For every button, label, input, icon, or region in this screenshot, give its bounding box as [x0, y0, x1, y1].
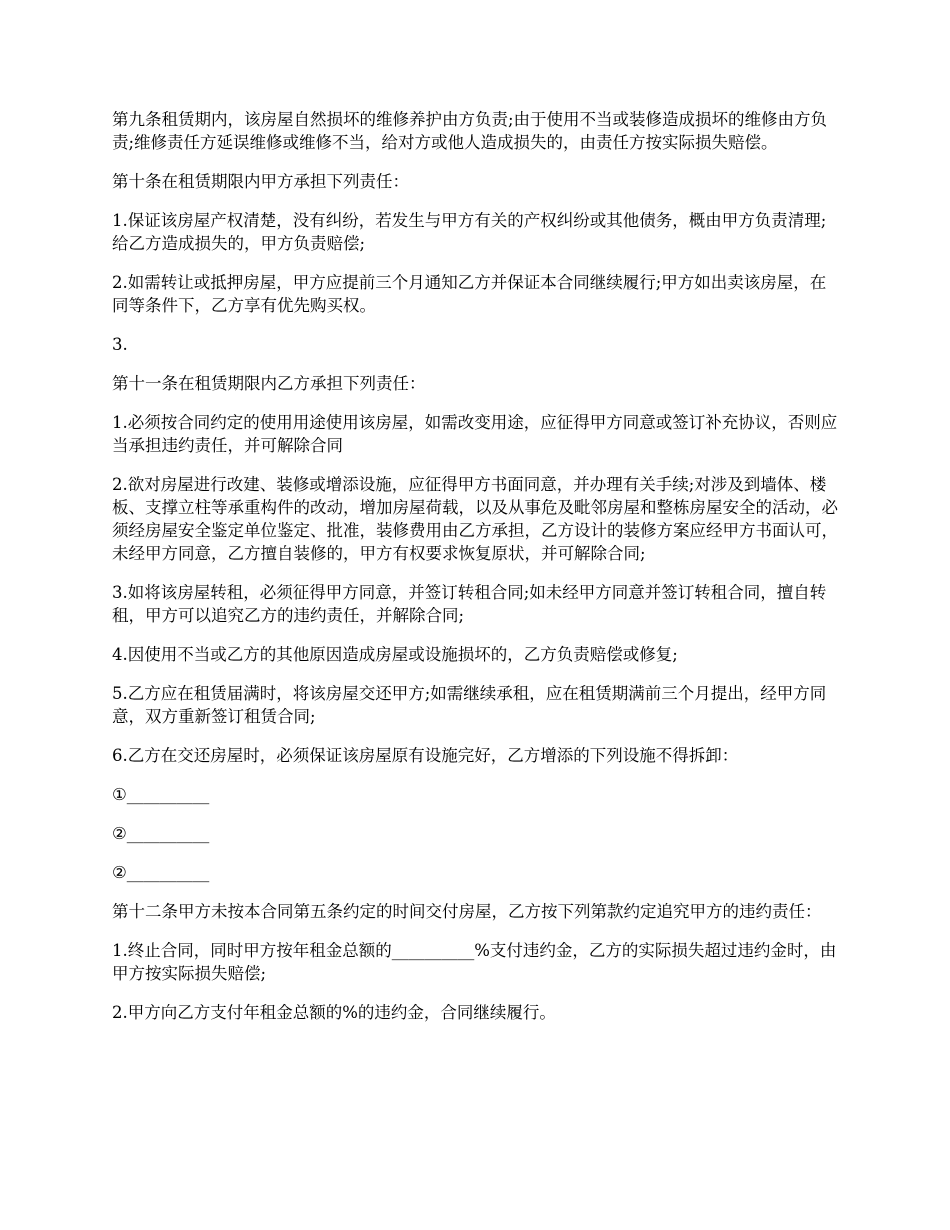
clause-10-item-2: 2.如需转让或抵押房屋，甲方应提前三个月通知乙方并保证本合同继续履行;甲方如出卖该房屋，在同等条件下，乙方享有优先购买权。	[112, 273, 827, 315]
facility-blank-1: ①__________	[112, 785, 210, 804]
document-body	[112, 108, 842, 1040]
clause-11-item-1: 1.必须按合同约定的使用用途使用该房屋，如需改变用途，应征得甲方同意或签订补充协议，否则应当承担违约责任，并可解除合同	[112, 413, 838, 455]
clause-9-paragraph: 第九条租赁期内，该房屋自然损坏的维修养护由方负责;由于使用不当或装修造成损坏的维修由方负责;维修责任方延误维修或维修不当，给对方或他人造成损失的，由责任方按实际损失赔偿。	[112, 110, 828, 152]
clause-11-item-4: 4.因使用不当或乙方的其他原因造成房屋或设施损坏的，乙方负责赔偿或修复;	[112, 645, 678, 664]
clause-12-item-2: 2.甲方向乙方支付年租金总额的%的违约金，合同继续履行。	[112, 1003, 556, 1022]
clause-11-item-5: 5.乙方应在租赁届满时，将该房屋交还甲方;如需继续承租，应在租赁期满前三个月提出，经甲方同意，双方重新签订租赁合同;	[112, 684, 827, 726]
clause-12-heading: 第十二条甲方未按本合同第五条约定的时间交付房屋，乙方按下列第款约定追究甲方的违约责任：	[112, 902, 822, 921]
clause-10-heading: 第十条在租赁期限内甲方承担下列责任：	[112, 172, 409, 191]
clause-10-item-3: 3.	[112, 335, 128, 354]
clause-10-item-1: 1.保证该房屋产权清楚，没有纠纷，若发生与甲方有关的产权纠纷或其他债务，概由甲方负责清理;给乙方造成损失的，甲方负责赔偿;	[112, 211, 827, 253]
clause-12-item-1: 1.终止合同，同时甲方按年租金总额的__________%支付违约金，乙方的实际损失超过违约金时，由甲方按实际损失赔偿;	[112, 941, 837, 983]
clause-11-item-3: 3.如将该房屋转租，必须征得甲方同意，并签订转租合同;如未经甲方同意并签订转租合同，擅自转租，甲方可以追究乙方的违约责任，并解除合同;	[112, 583, 827, 625]
facility-blank-3: ②__________	[112, 863, 210, 882]
clause-11-item-2: 2.欲对房屋进行改建、装修或增添设施，应征得甲方书面同意，并办理有关手续;对涉及到墙体、楼板、支撑立柱等承重构件的改动，增加房屋荷载，以及从事危及毗邻房屋和整栋房屋安全的活动，必须经房屋安全鉴定单位鉴定、批准，装修费用由乙方承担，乙方设计的装修方案应经甲方书面认可，未经甲方同意，乙方擅自装修的，甲方有权要求恢复原状，并可解除合同;	[112, 475, 838, 563]
clause-11-heading: 第十一条在租赁期限内乙方承担下列责任：	[112, 374, 426, 393]
clause-11-item-6: 6.乙方在交还房屋时，必须保证该房屋原有设施完好，乙方增添的下列设施不得拆卸：	[112, 746, 739, 765]
facility-blank-2: ②__________	[112, 824, 210, 843]
